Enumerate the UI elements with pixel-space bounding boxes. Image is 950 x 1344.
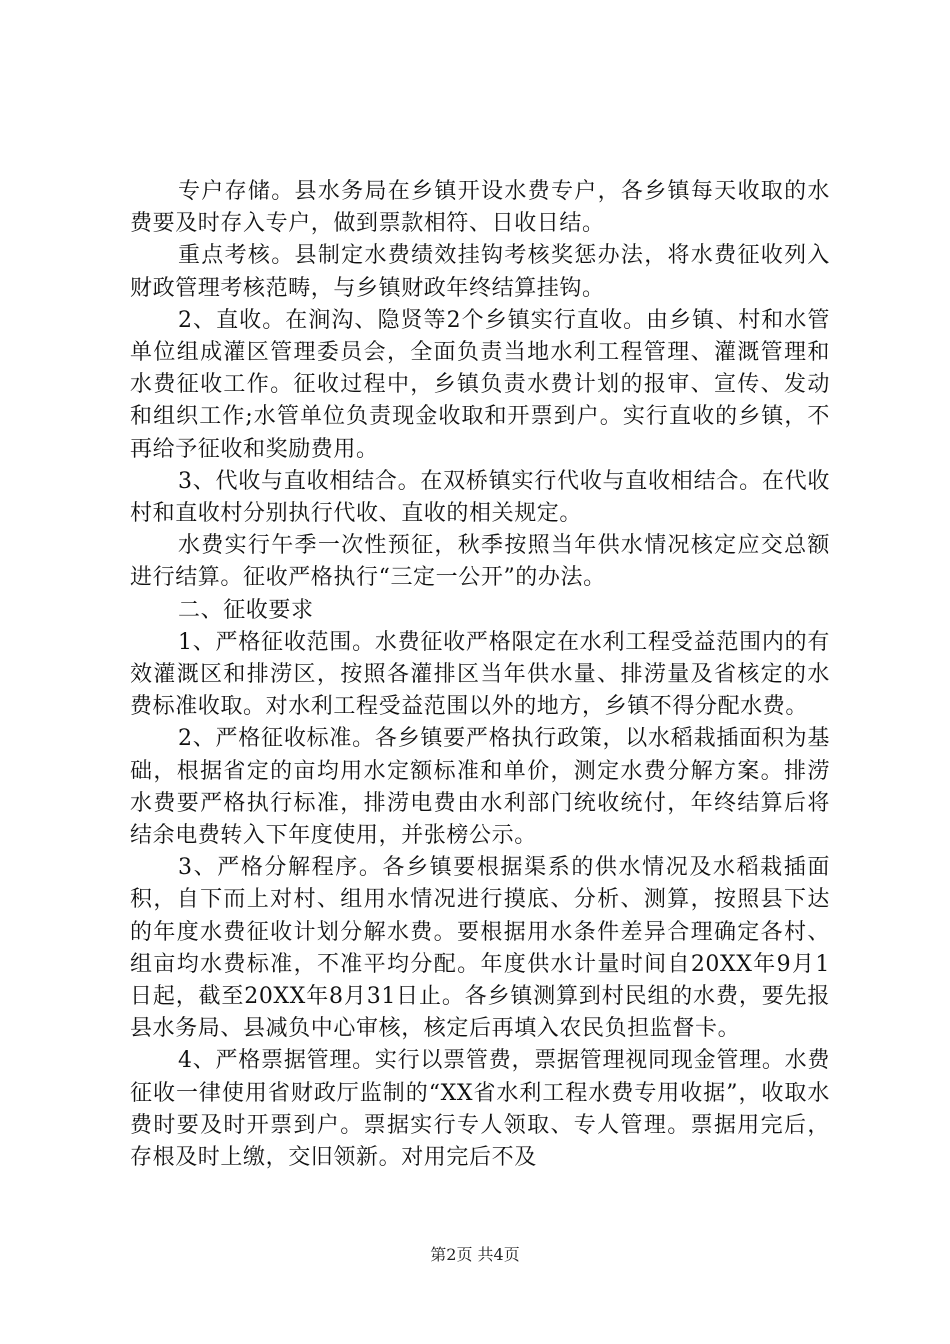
- paragraph-receipts: 4、严格票据管理。实行以票管费，票据管理视同现金管理。水费征收一律使用省财政厅监制的“XX省水利工程水费专用收据”，收取水费时要及时开票到户。票据实行专人领取、专人管理。票据用完后，存根及时上缴，交旧领新。对用完后不及: [130, 1048, 830, 1171]
- paragraph-direct-collection: 2、直收。在涧沟、隐贤等2个乡镇实行直收。由乡镇、村和水管单位组成灌区管理委员会，全面负责当地水利工程管理、灌溉管理和水费征收工作。征收过程中，乡镇负责水费计划的报审、宣传、发动和组织工作;水管单位负责现金收取和开票到户。实行直收的乡镇，不再给予征收和奖励费用。: [130, 307, 830, 462]
- document-body: [130, 176, 830, 1174]
- paragraph-scope: 1、严格征收范围。水费征收严格限定在水利工程受益范围内的有效灌溉区和排涝区，按照各灌排区当年供水量、排涝量及省核定的水费标准收取。对水利工程受益范围以外的地方，乡镇不得分配水费。: [130, 629, 830, 720]
- paragraph-standard: 2、严格征收标准。各乡镇要严格执行政策，以水稻栽插面积为基础，根据省定的亩均用水定额标准和单价，测定水费分解方案。排涝水费要严格执行标准，排涝电费由水利部门统收统付，年终结算后将结余电费转入下年度使用，并张榜公示。: [130, 726, 830, 849]
- page-number-footer: 第2页 共4页: [430, 1245, 520, 1264]
- paragraph-procedure: 3、严格分解程序。各乡镇要根据渠系的供水情况及水稻栽插面积，自下而上对村、组用水情况进行摸底、分析、测算，按照县下达的年度水费征收计划分解水费。要根据用水条件差异合理确定各村、组亩均水费标准，不准平均分配。年度供水计量时间自20XX年9月1日起，截至20XX年8月31日止。各乡镇测算到村民组的水费，要先报县水务局、县减负中心审核，核定后再填入农民负担监督卡。: [130, 855, 830, 1042]
- paragraph-special-account: 专户存储。县水务局在乡镇开设水费专户，各乡镇每天收取的水费要及时存入专户，做到票款相符、日收日结。: [130, 179, 830, 237]
- paragraph-prepayment: 水费实行午季一次性预征，秋季按照当年供水情况核定应交总额进行结算。征收严格执行“三定一公开”的办法。: [130, 533, 830, 591]
- paragraph-key-assessment: 重点考核。县制定水费绩效挂钩考核奖惩办法，将水费征收列入财政管理考核范畴，与乡镇财政年终结算挂钩。: [130, 243, 830, 301]
- paragraph-combined-collection: 3、代收与直收相结合。在双桥镇实行代收与直收相结合。在代收村和直收村分别执行代收、直收的相关规定。: [130, 468, 830, 527]
- section-heading-requirements: 二、征收要求: [178, 597, 314, 623]
